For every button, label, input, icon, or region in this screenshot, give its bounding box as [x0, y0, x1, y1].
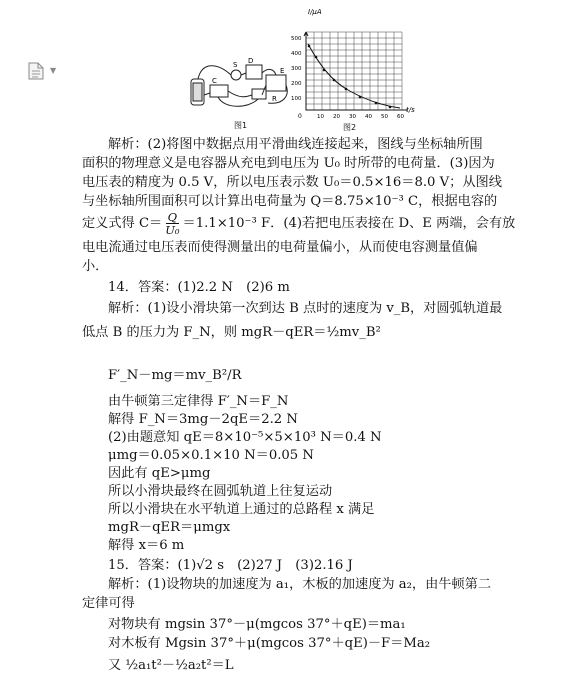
formula-text: ＝1.1×10⁻³ F．(4)若把电压表接在 D、E 两端，会有放: [182, 216, 516, 231]
circuit-label: E: [280, 67, 285, 75]
circuit-label: R: [272, 95, 277, 103]
chevron-down-icon[interactable]: ▼: [50, 66, 57, 75]
analysis-line: 与坐标轴所围面积可以计算出电荷量为 Q＝8.75×10⁻³ C，根据电容的: [82, 194, 498, 209]
analysis-line: [82, 211, 515, 237]
analysis-line: 电压表的精度为 0.5 V，所以电压表示数 U₀＝0.5×16＝8.0 V；从图线: [82, 175, 502, 190]
solution-line: 所以小滑块最终在圆弧轨道上往复运动: [108, 484, 333, 499]
answer-heading: 14．答案：(1)2.2 N (2)6 m: [108, 280, 290, 295]
solution-line: 解得 x＝6 m: [108, 538, 185, 553]
x-tick-label: 10: [317, 114, 324, 120]
analysis-line: 解析：(2)将图中数据点用平滑曲线连接起来，图线与坐标轴所围: [108, 137, 483, 152]
y-tick-label: 200: [291, 81, 302, 87]
solution-line: 对物块有 mgsin 37°－μ(mgcos 37°＋qE)＝ma₁: [108, 617, 406, 632]
analysis-line: 面积的物理意义是电容器从充电到电压为 U₀ 时所带的电荷量．(3)因为: [82, 156, 495, 171]
x-tick-label: 50: [381, 114, 388, 120]
document-icon[interactable]: [28, 62, 44, 80]
analysis-line: 电电流通过电压表而使得测量出的电荷量偏小，从而使电容测量值偏: [82, 240, 478, 255]
fraction: $\frac{Q}{\text{U₀}}$: [165, 210, 180, 237]
y-tick-label: 300: [291, 66, 302, 72]
origin-label: 0: [298, 113, 302, 120]
solution-line: 解析：(1)设物块的加速度为 a₁，木板的加速度为 a₂，由牛顿第二: [108, 577, 492, 592]
circuit-label: S: [233, 61, 238, 69]
circuit-figure: [188, 55, 292, 113]
figure-caption: 图1: [234, 121, 248, 130]
formula-text: 定义式得 C＝: [82, 216, 163, 231]
figure-caption: 图2: [343, 123, 357, 132]
x-axis-label: t/s: [406, 106, 415, 114]
solution-line: 由牛顿第三定律得 F′_N＝F_N: [108, 394, 289, 409]
x-tick-label: 60: [397, 114, 404, 120]
answer-heading: 15．答案：(1)√2 s (2)27 J (3)2.16 J: [108, 558, 353, 573]
solution-line: 又 ½a₁t²－½a₂t²＝L: [108, 658, 234, 673]
analysis-line: 小．: [82, 259, 109, 274]
solution-line: mgR－qER＝μmgx: [108, 520, 231, 535]
solution-line: μmg＝0.05×0.1×10 N＝0.05 N: [108, 448, 314, 463]
solution-line: F′_N－mg＝mv_B²/R: [108, 368, 242, 383]
x-tick-label: 40: [365, 114, 372, 120]
circuit-label: D: [248, 57, 254, 65]
solution-line: 所以小滑块在水平轨道上通过的总路程 x 满足: [108, 502, 375, 517]
y-tick-label: 500: [291, 36, 302, 42]
solution-line: 因此有 qE>μmg: [108, 466, 211, 481]
solution-line: 对木板有 Mgsin 37°＋μ(mgcos 37°＋qE)－F＝Ma₂: [108, 636, 431, 651]
solution-line: 解析：(1)设小滑块第一次到达 B 点时的速度为 v_B，对圆弧轨道最: [108, 301, 503, 316]
x-tick-label: 30: [349, 114, 356, 120]
circuit-label: C: [212, 77, 217, 85]
y-tick-label: 400: [291, 51, 302, 57]
y-axis-label: I/μA: [308, 8, 322, 16]
y-tick-label: 100: [291, 96, 302, 102]
solution-line: 解得 F_N＝3mg－2qE＝2.2 N: [108, 412, 298, 427]
solution-line: 定律可得: [82, 596, 135, 611]
x-tick-label: 20: [333, 114, 340, 120]
solution-line: 低点 B 的压力为 F_N，则 mgR－qER＝½mv_B²: [82, 325, 381, 340]
current-time-graph: [290, 2, 420, 120]
solution-line: (2)由题意知 qE＝8×10⁻⁵×5×10³ N＝0.4 N: [108, 430, 382, 445]
